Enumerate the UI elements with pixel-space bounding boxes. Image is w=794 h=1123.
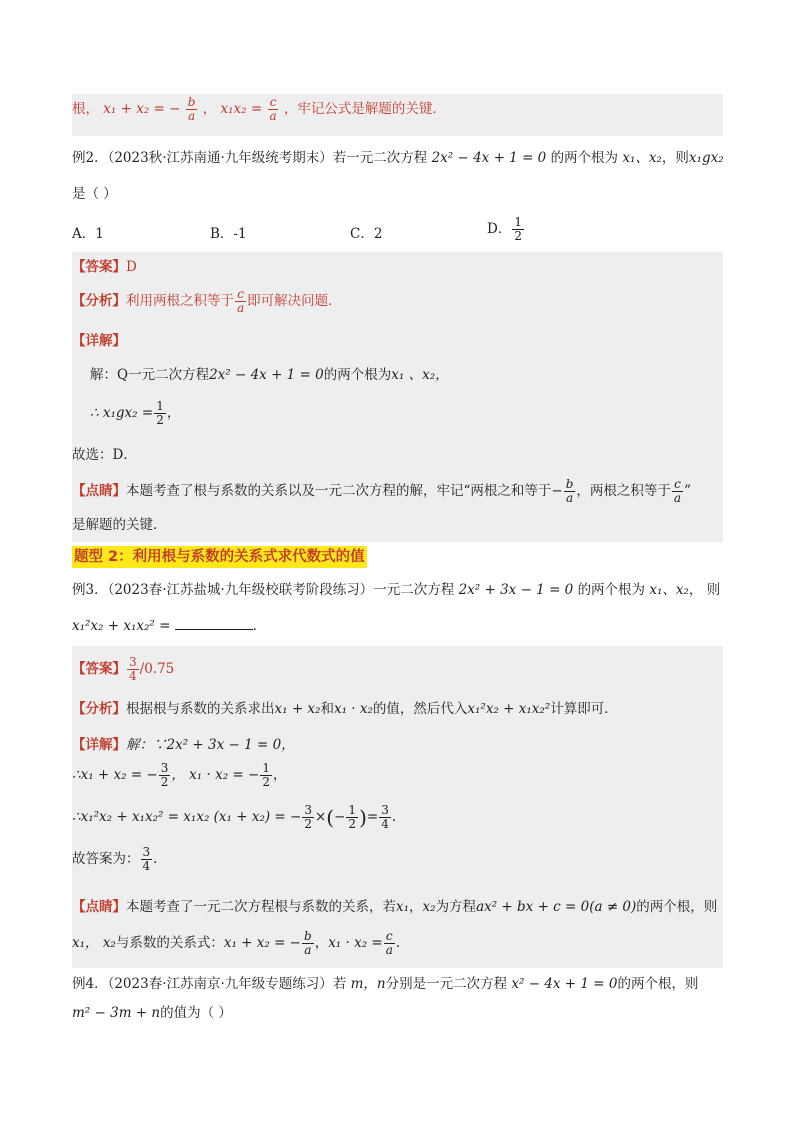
fraction-b-over-a: $\frac{b}{a}$ <box>187 95 196 123</box>
example-2-question-line2: 是（ ） <box>72 186 117 202</box>
option-c: C．2 <box>350 226 383 242</box>
ex3-analysis-header: 【分析】 <box>72 701 126 717</box>
ex3-comment-mid: 为方程 <box>435 899 477 915</box>
comment-close: ” <box>684 483 691 499</box>
example-2-question <box>72 148 724 168</box>
ex3-analysis-pre: 根据根与系数的关系求出 <box>126 701 275 717</box>
ex3-c2-post: ． <box>395 935 410 951</box>
choose-line: 故选：D． <box>72 447 137 463</box>
ex3-analysis-e2: x₁ · x₂ <box>333 701 373 717</box>
ex3-analysis-post: 计算即可． <box>550 701 618 717</box>
top-prefix: 根， <box>72 101 99 117</box>
comment-line-2: 是解题的关键． <box>72 517 167 533</box>
section-title: 题型 2：利用根与系数的关系式求代数式的值 <box>72 546 367 568</box>
example-2-expression: x₁gx₂ <box>688 150 724 166</box>
example-4-mid: 分别是一元二次方程 <box>385 976 508 992</box>
ex3-analysis-mid: 的值，然后代入 <box>372 701 468 717</box>
ex3-d3-frac3: $\frac{3}{4}$ <box>381 803 389 831</box>
ex3-comment-x1: x₁ <box>396 899 410 915</box>
ex3-analysis-e1: x₁ + x₂ <box>274 701 321 717</box>
ex3-analysis-e3: x₁²x₂ + x₁x₂² <box>467 701 551 717</box>
answer-value: D <box>126 259 137 275</box>
ex3-comment-pre: 本题考查了一元二次方程根与系数的关系，若 <box>126 899 396 915</box>
analysis-text: 利用两根之积等于 <box>126 293 234 309</box>
option-d-label: D． <box>487 221 512 237</box>
ex3-detail-1: 解：∵2x² + 3x − 1 = 0， <box>126 737 295 753</box>
detail-header: 【详解】 <box>72 333 126 349</box>
ex3-d2-post: ， <box>272 767 287 783</box>
option-d <box>487 216 525 243</box>
example-3-end: ． <box>252 618 267 634</box>
ex3-comment-sep: ， <box>409 899 423 915</box>
ex3-detail-line-1 <box>72 734 295 756</box>
product-formula: x₁x₂ = <box>220 101 263 117</box>
ex3-analysis-and: 和 <box>320 701 334 717</box>
ex3-d3-frac2: $\frac{1}{2}$ <box>348 803 357 831</box>
detail-line-2 <box>90 400 180 427</box>
comment-line <box>72 478 691 505</box>
ex3-comment-post: 的两个根，则 <box>636 899 718 915</box>
ex3-analysis-line <box>72 698 618 720</box>
ex3-comment-line-2 <box>72 930 409 957</box>
example-4-post: 的值为（ ） <box>160 1005 232 1021</box>
ex3-c2-mid: 与系数的关系式： <box>115 935 224 951</box>
ex3-c2-prod: x₁ · x₂ = <box>328 935 383 951</box>
detail-2-post: ， <box>166 405 181 421</box>
example-2-equation: 2x² − 4x + 1 = 0 <box>431 150 547 166</box>
comment-header: 【点睛】 <box>72 483 126 499</box>
option-b: B．-1 <box>210 226 247 242</box>
ex3-c2-sep: ， <box>314 935 329 951</box>
ex3-d2-pre: ∴x₁ + x₂ = − <box>72 767 158 783</box>
ex3-detail-header: 【详解】 <box>72 737 126 753</box>
analysis-fraction: $\frac{c}{a}$ <box>237 287 245 315</box>
comment-fraction-c-a: $\frac{c}{a}$ <box>673 477 682 505</box>
comment-text: 本题考查了根与系数的关系以及一元二次方程的解，牢记“两根之和等于 <box>126 483 552 499</box>
example-4-vars: m，n <box>350 976 386 992</box>
example-2-solution-block <box>72 252 723 542</box>
ex3-answer-line <box>72 656 174 683</box>
analysis-header: 【分析】 <box>72 293 126 309</box>
ex3-d3-post: ． <box>391 809 406 825</box>
example-3-solution-block <box>72 646 723 968</box>
detail-1-equation: 2x² − 4x + 1 = 0 <box>209 367 324 383</box>
ex3-d3-frac1: $\frac{3}{2}$ <box>304 803 312 831</box>
ex3-d2-frac2: $\frac{1}{2}$ <box>262 761 270 789</box>
ex3-d3-neg: − <box>334 809 346 825</box>
detail-2-fraction: $\frac{1}{2}$ <box>156 399 164 427</box>
ex3-c2-frac-c-a: $\frac{c}{a}$ <box>385 929 393 957</box>
detail-1-pre: 解：Q一元二次方程 <box>90 367 210 383</box>
example-2-roots: x₁、x₂ <box>622 150 662 166</box>
example-3-mid: 的两个根为 <box>577 582 646 598</box>
detail-line-1 <box>90 364 449 386</box>
ex3-comment-header: 【点睛】 <box>72 899 126 915</box>
sum-formula: x₁ + x₂ = − <box>103 101 181 117</box>
ex3-c2-sum: x₁ + x₂ = − <box>223 935 301 951</box>
ex3-answer-fraction: $\frac{3}{4}$ <box>129 655 137 683</box>
example-3-label: 例3．（2023春·江苏盐城·九年级校联考阶段练习）一元二次方程 <box>72 582 455 598</box>
top-suffix: ，牢记公式是解题的关键． <box>283 101 446 117</box>
example-3-question-line2 <box>72 616 266 636</box>
ex3-d2-frac1: $\frac{3}{2}$ <box>160 761 169 789</box>
example-3-expression: x₁²x₂ + x₁x₂² = <box>72 618 171 634</box>
comment-fraction-b-a: $\frac{b}{a}$ <box>565 477 574 505</box>
ex3-answer-alt: /0.75 <box>139 661 175 677</box>
option-d-fraction: $\frac{1}{2}$ <box>514 215 522 243</box>
ex3-detail-line-2 <box>72 762 286 789</box>
analysis-line <box>72 288 342 315</box>
top-continuation-block <box>72 94 723 136</box>
ex3-d3-eq: = <box>366 809 379 825</box>
separator: ， <box>202 101 217 117</box>
ex3-answer-header: 【答案】 <box>72 661 126 677</box>
ex3-detail-line-3: ∴x₁²x₂ + x₁x₂² = x₁x₂ (x₁ + x₂) = − $\frac{3}{2}$ ×(− $\frac{1}{2}$ )= $\frac{3}{4}$ ． <box>72 803 406 831</box>
example-4-question <box>72 974 698 994</box>
ex3-c2-pre: x₁， x₂ <box>72 935 116 951</box>
example-2-mid: 的两个根为 <box>550 150 619 166</box>
example-4-tail: 的两个根，则 <box>617 976 699 992</box>
comment-mid: ，两根之积等于 <box>576 483 671 499</box>
detail-1-mid: 的两个根为 <box>323 367 392 383</box>
analysis-post: 即可解决问题． <box>247 293 342 309</box>
ex3-ans-fraction: $\frac{3}{4}$ <box>142 845 151 873</box>
ex3-comment-line <box>72 896 717 918</box>
answer-blank <box>175 617 253 630</box>
answer-header: 【答案】 <box>72 259 126 275</box>
answer-line <box>72 256 137 278</box>
example-2-tail: ，则 <box>661 150 689 166</box>
example-3-roots: x₁、x₂ <box>649 582 689 598</box>
comment-neg: − <box>551 483 563 499</box>
ex3-d3-pre: ∴x₁²x₂ + x₁x₂² = x₁x₂ (x₁ + x₂) = − <box>72 809 302 825</box>
example-2-label: 例2．（2023秋·江苏南通·九年级统考期末）若一元二次方程 <box>72 150 428 166</box>
example-4-expression: m² − 3m + n <box>72 1005 161 1021</box>
ex3-answer-conclusion <box>72 846 167 873</box>
example-4-equation: x² − 4x + 1 = 0 <box>511 976 618 992</box>
ex3-d3-times: × <box>314 809 327 825</box>
ex3-comment-x2: x₂ <box>422 899 436 915</box>
example-3-equation: 2x² + 3x − 1 = 0 <box>458 582 574 598</box>
ex3-comment-eq: ax² + bx + c = 0(a ≠ 0) <box>476 899 637 915</box>
ex3-c2-frac-b-a: $\frac{b}{a}$ <box>304 929 312 957</box>
detail-2-pre: ∴ x₁gx₂ = <box>90 405 154 421</box>
fraction-c-over-a: $\frac{c}{a}$ <box>269 95 277 123</box>
example-4-label: 例4．（2023春·江苏南京·九年级专题练习）若 <box>72 976 347 992</box>
example-3-tail: ， 则 <box>688 582 721 598</box>
ex3-d2-mid: ， x₁ · x₂ = − <box>171 767 260 783</box>
example-4-question-line2 <box>72 1003 232 1023</box>
ex3-ans-post: ． <box>153 851 167 867</box>
ex3-ans-pre: 故答案为： <box>72 851 140 867</box>
detail-1-roots: x₁ 、x₂， <box>391 367 449 383</box>
option-a: A．1 <box>72 226 104 242</box>
example-3-question <box>72 580 720 600</box>
